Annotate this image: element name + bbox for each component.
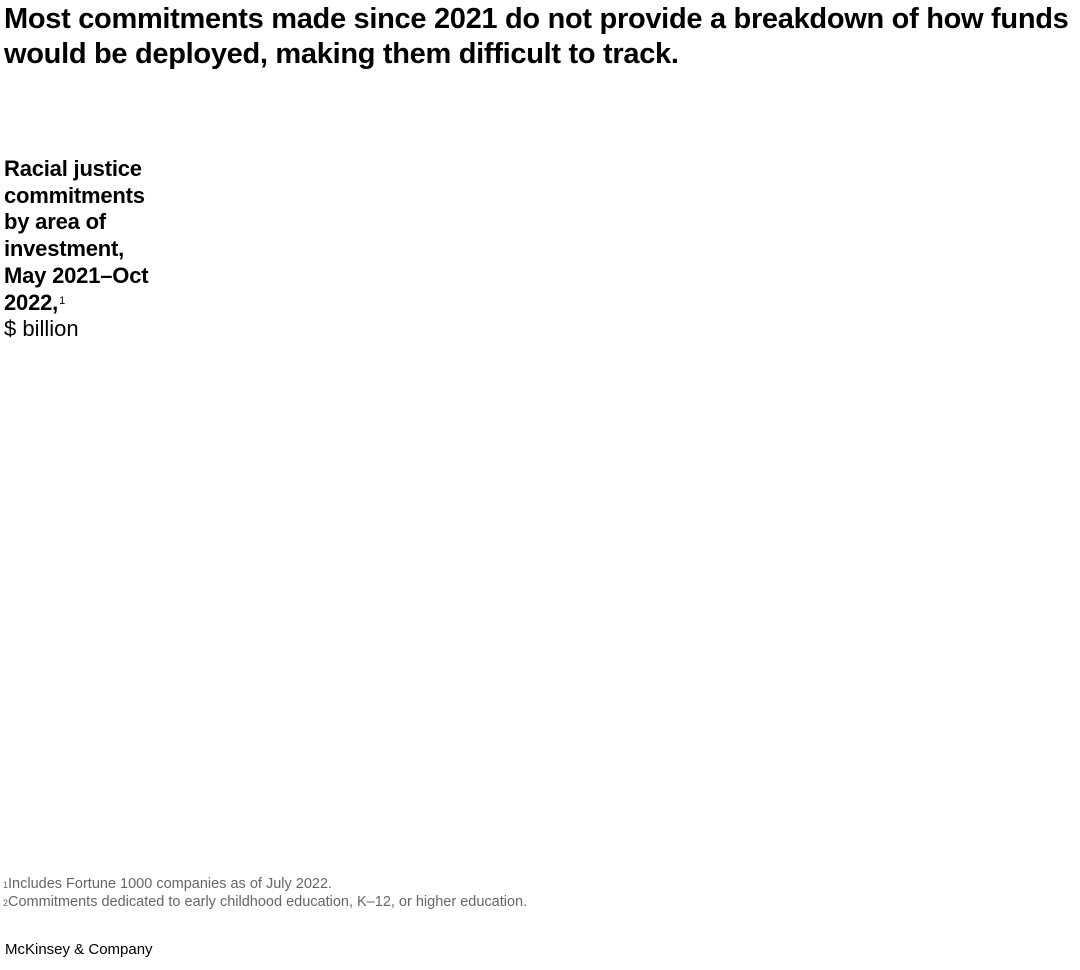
chart-title-text: Racial justice commitments by area of investment, May 2021–Oct 2022,: [4, 156, 149, 315]
chart-title: [4, 156, 164, 316]
footnotes: [3, 876, 527, 911]
chart-title-footnote-marker: 1: [59, 294, 65, 307]
brand-logo-text: McKinsey & Company: [5, 941, 153, 958]
footnote-text: Commitments dedicated to early childhood education, K–12, or higher education.: [8, 893, 528, 910]
footnote-marker: 1: [3, 880, 9, 890]
chart-unit: $ billion: [4, 316, 79, 342]
footnote-text: Includes Fortune 1000 companies as of July 2022.: [8, 876, 333, 892]
footnote-2: [3, 894, 527, 912]
footnote-marker: 2: [3, 897, 9, 908]
headline: Most commitments made since 2021 do not provide a breakdown of how funds would be deployed, making them difficult to track.: [4, 3, 1069, 70]
chart-title-block: [4, 156, 164, 343]
footnote-1: [3, 876, 527, 894]
chart-plot-area: [170, 150, 1070, 850]
